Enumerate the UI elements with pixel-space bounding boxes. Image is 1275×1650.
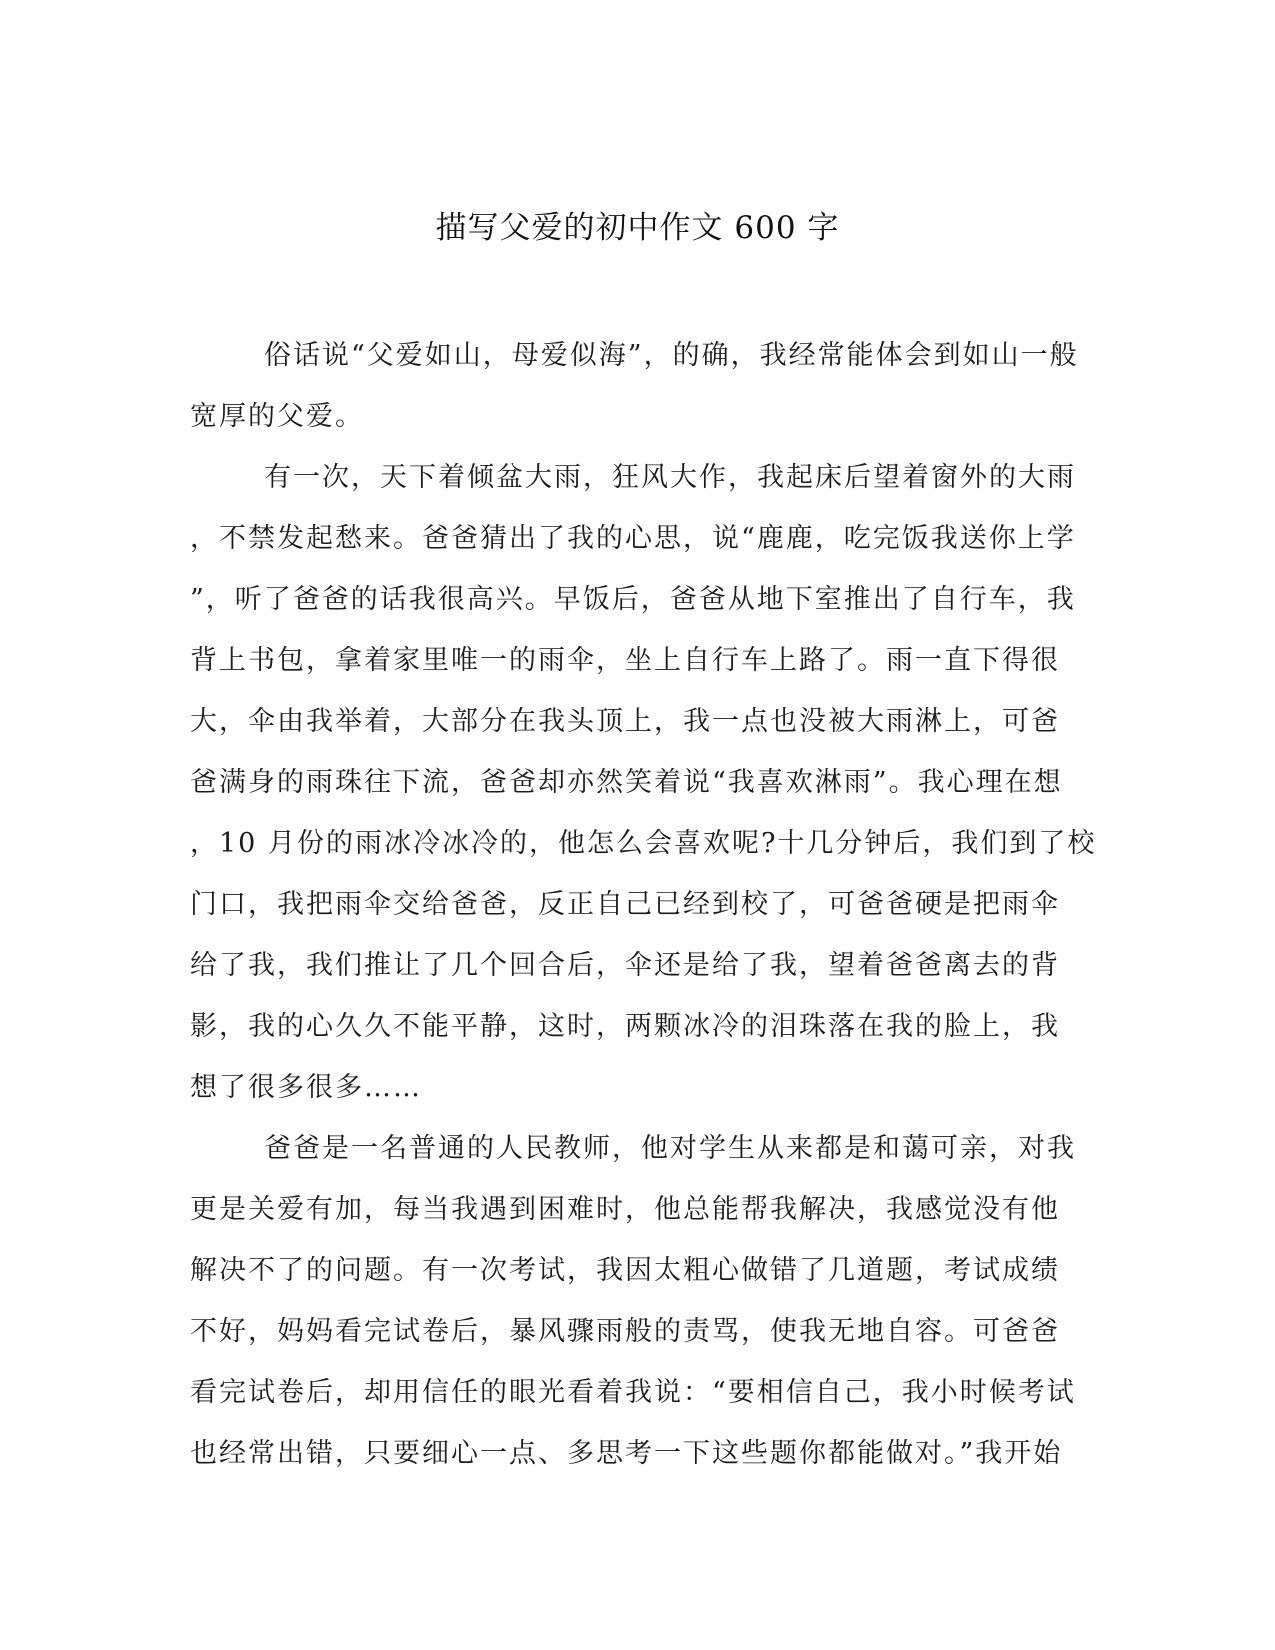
paragraph-2-line-1: 有一次，天下着倾盆大雨，狂风大作，我起床后望着窗外的大雨 bbox=[264, 462, 1076, 493]
paragraph-2-line-10: 影，我的心久久不能平静，这时，两颗冰冷的泪珠落在我的脸上，我 bbox=[190, 1011, 1060, 1042]
paragraph-2-line-7: ，10 月份的雨冰冷冰冷的，他怎么会喜欢呢?十几分钟后，我们到了校 bbox=[190, 828, 1097, 859]
paragraph-3-line-3: 解决不了的问题。有一次考试，我因太粗心做错了几道题，考试成绩 bbox=[190, 1255, 1060, 1286]
paragraph-1-line-2: 宽厚的父爱。 bbox=[190, 401, 364, 432]
paragraph-2-line-8: 门口，我把雨伞交给爸爸，反正自己已经到校了，可爸爸硬是把雨伞 bbox=[190, 889, 1060, 920]
paragraph-2-line-2: ，不禁发起愁来。爸爸猜出了我的心思，说“鹿鹿，吃完饭我送你上学 bbox=[190, 523, 1076, 554]
paragraph-3-line-2: 更是关爱有加，每当我遇到困难时，他总能帮我解决，我感觉没有他 bbox=[190, 1194, 1060, 1225]
paragraph-3-line-1: 爸爸是一名普通的人民教师，他对学生从来都是和蔼可亲，对我 bbox=[264, 1133, 1076, 1164]
paragraph-2-line-3: ”，听了爸爸的话我很高兴。早饭后，爸爸从地下室推出了自行车，我 bbox=[190, 584, 1076, 615]
paragraph-2-line-4: 背上书包，拿着家里唯一的雨伞，坐上自行车上路了。雨一直下得很 bbox=[190, 645, 1060, 676]
paragraph-2-line-9: 给了我，我们推让了几个回合后，伞还是给了我，望着爸爸离去的背 bbox=[190, 950, 1060, 981]
paragraph-2-line-11: 想了很多很多…… bbox=[190, 1072, 422, 1103]
paragraph-3-line-6: 也经常出错，只要细心一点、多思考一下这些题你都能做对。”我开始 bbox=[190, 1438, 1063, 1469]
paragraph-3-line-5: 看完试卷后，却用信任的眼光看着我说：“要相信自己，我小时候考试 bbox=[190, 1377, 1076, 1408]
essay-body bbox=[190, 325, 1097, 1484]
paragraph-2-line-5: 大，伞由我举着，大部分在我头顶上，我一点也没被大雨淋上，可爸 bbox=[190, 706, 1060, 737]
paragraph-2-line-6: 爸满身的雨珠往下流，爸爸却亦然笑着说“我喜欢淋雨”。我心理在想 bbox=[190, 767, 1063, 798]
paragraph-1-line-1: 俗话说“父爱如山，母爱似海”，的确，我经常能体会到如山一般 bbox=[264, 340, 1079, 371]
paragraph-3-line-4: 不好，妈妈看完试卷后，暴风骤雨般的责骂，使我无地自容。可爸爸 bbox=[190, 1316, 1060, 1347]
essay-title: 描写父爱的初中作文 600 字 bbox=[435, 210, 840, 246]
